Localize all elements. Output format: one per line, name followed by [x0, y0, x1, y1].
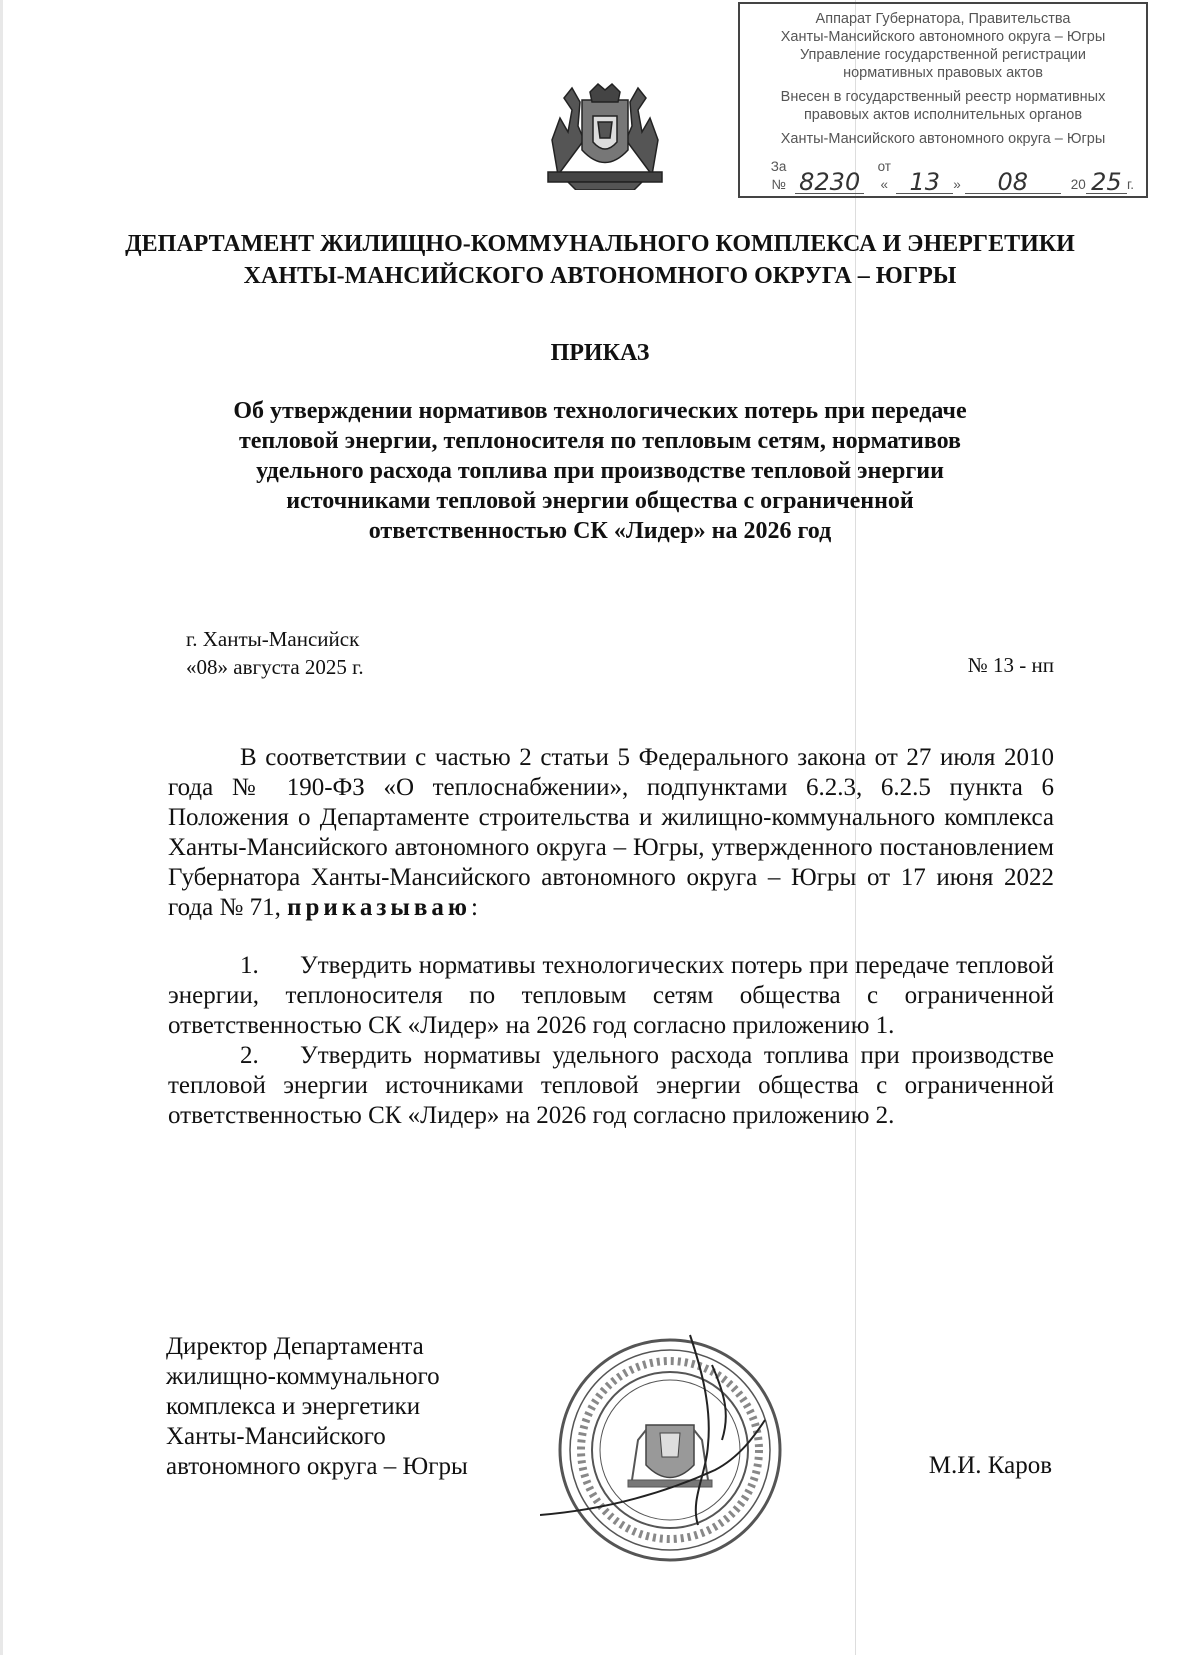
reg-label: За №	[770, 159, 787, 192]
reg-month: 08	[965, 171, 1061, 194]
place: г. Ханты-Мансийск	[186, 627, 360, 651]
department-header	[0, 228, 1200, 292]
document-type: ПРИКАЗ	[550, 340, 650, 366]
order-title-line: источниками тепловой энергии общества с ограниченной	[286, 488, 914, 514]
item-number: 2.	[240, 1042, 259, 1069]
department-line: ХАНТЫ-МАНСИЙСКОГО АВТОНОМНОГО ОКРУГА – ЮГРЫ	[243, 263, 957, 289]
coat-of-arms-icon	[538, 80, 672, 190]
order-number: № 13 - нп	[967, 653, 1054, 677]
order-item-2	[168, 1041, 1054, 1131]
stamp-line: Аппарат Губернатора, Правительства	[815, 11, 1071, 27]
order-verb: приказываю	[287, 894, 472, 921]
signer-line: жилищно-коммунального	[166, 1363, 440, 1390]
stamp-line: нормативных правовых актов	[843, 65, 1043, 81]
signer-line: Ханты-Мансийского	[166, 1423, 386, 1450]
date: «08» августа 2025 г.	[186, 655, 364, 679]
preamble	[168, 743, 1054, 923]
reg-number: 8230	[795, 171, 864, 194]
place-date	[186, 625, 364, 681]
stamp-line: правовых актов исполнительных органов	[803, 107, 1083, 123]
signer-line: автономного округа – Югры	[166, 1453, 468, 1480]
reg-quote: »	[953, 177, 961, 192]
stamp-line: Внесен в государственный реестр нормативных	[780, 89, 1106, 105]
signer-name: М.И. Каров	[928, 1452, 1052, 1479]
order-body	[168, 743, 1054, 1131]
stamp-line: Ханты-Мансийского автономного округа – Югры	[780, 29, 1106, 45]
item-text: Утвердить нормативы удельного расхода топлива при производстве тепловой энергии источниками тепловой энергии общества с ограниченной ответственностью СК «Лидер» на 2026 год согласно приложению 2.	[168, 1042, 1054, 1129]
order-colon: :	[471, 894, 478, 921]
item-number: 1.	[240, 952, 259, 979]
signer-line: комплекса и энергетики	[166, 1393, 421, 1420]
signer-position	[166, 1332, 468, 1482]
preamble-text: В соответствии с частью 2 статьи 5 Федерального закона от 27 июля 2010 года № 190-ФЗ «О теплоснабжении», подпунктами 6.2.3, 6.2.5 пункта 6 Положения о Департаменте строительства и жилищно-коммунального комплекса Ханты-Мансийского автономного округа – Югры, утвержденного постановлением Губернатора Ханты-Мансийского автономного округа – Югры от 17 июня 2022 года № 71,	[168, 744, 1054, 921]
official-seal-icon	[540, 1325, 810, 1575]
order-title-line: Об утверждении нормативов технологических потерь при передаче	[233, 398, 967, 424]
order-title-line: удельного расхода топлива при производстве тепловой энергии	[256, 458, 944, 484]
stamp-reg-line	[762, 158, 1134, 194]
reg-from-label: от «	[877, 159, 891, 192]
stamp-line: Управление государственной регистрации	[799, 47, 1087, 63]
order-title	[140, 396, 1060, 546]
reg-year: 25	[1086, 171, 1127, 194]
order-title-line: ответственностью СК «Лидер» на 2026 год	[368, 518, 832, 544]
registration-stamp	[738, 2, 1148, 198]
stamp-line: Ханты-Мансийского автономного округа – Югры	[780, 131, 1106, 147]
reg-year-prefix: 20	[1070, 177, 1086, 192]
order-title-line: тепловой энергии, теплоносителя по тепловым сетям, нормативов	[238, 428, 961, 454]
item-text: Утвердить нормативы технологических потерь при передаче тепловой энергии, теплоносителя по тепловым сетям общества с ограниченной ответственностью СК «Лидер» на 2026 год согласно приложению 1.	[168, 952, 1054, 1039]
reg-year-suffix: г.	[1126, 177, 1134, 192]
signer-line: Директор Департамента	[166, 1333, 424, 1360]
order-item-1	[168, 951, 1054, 1041]
department-line: ДЕПАРТАМЕНТ ЖИЛИЩНО-КОММУНАЛЬНОГО КОМПЛЕКСА И ЭНЕРГЕТИКИ	[125, 231, 1075, 257]
reg-day: 13	[896, 171, 953, 194]
